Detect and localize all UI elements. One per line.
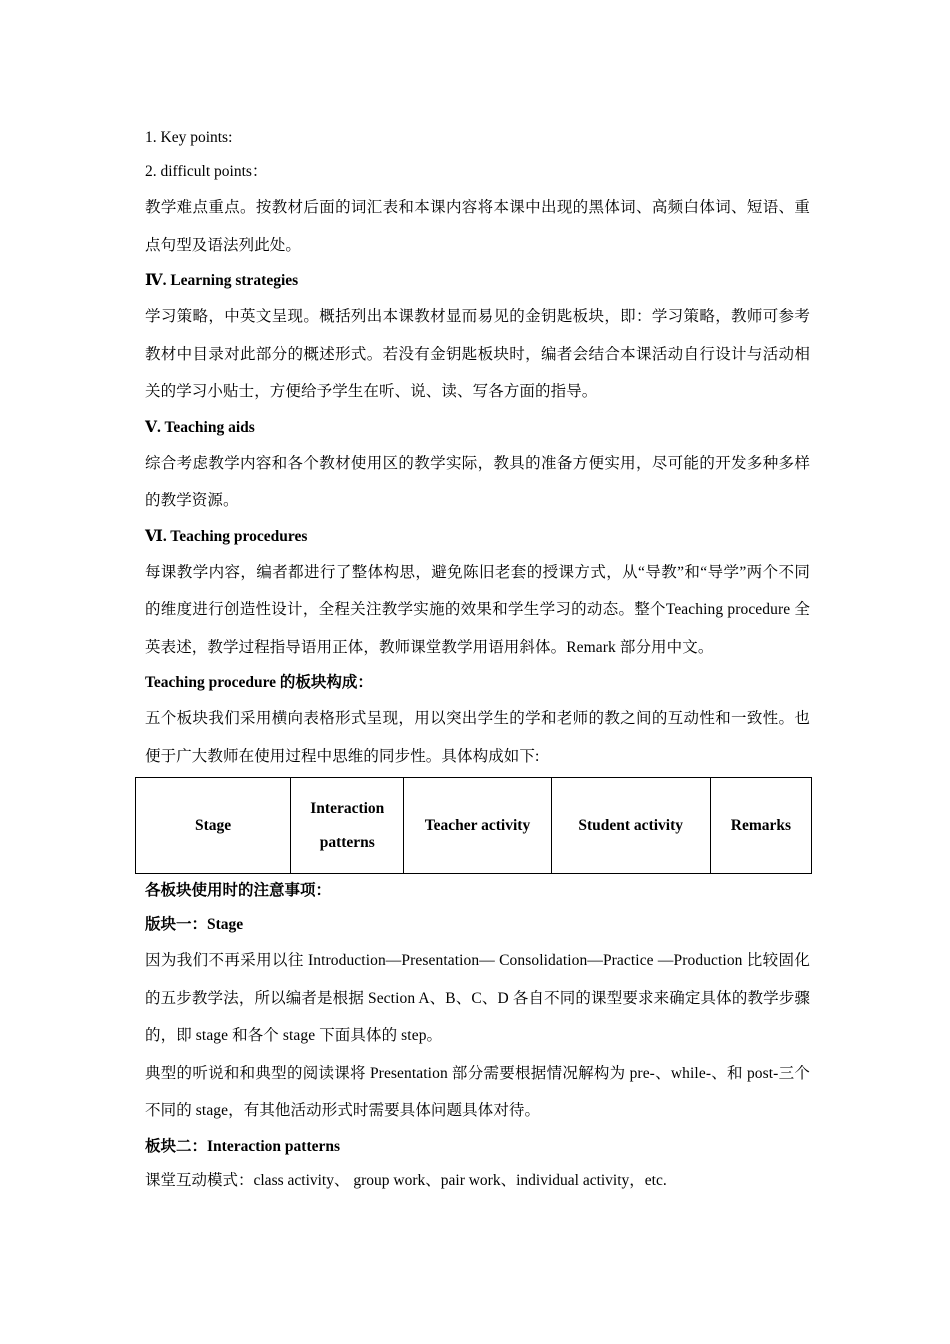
- notes-heading: 各板块使用时的注意事项：: [145, 882, 332, 899]
- procedure-structure-heading: Teaching procedure 的板块构成：: [145, 674, 373, 691]
- table-header-cell: Remarks: [710, 778, 811, 874]
- table-header-cell: Stage: [136, 778, 291, 874]
- table-header-cell: Teacher activity: [404, 778, 551, 874]
- block1-heading: 版块一：Stage: [145, 916, 244, 933]
- teaching-procedures-description: 每课教学内容，编者都进行了整体构思，避免陈旧老套的授课方式，从“导教”和“导学”两个不同的维度进行创造性设计，全程关注教学实施的效果和学生学习的动态。整个Teaching procedure 全英表述，教学过程指导语用正体，教师课堂教学用语用斜体。Remark 部分用中文。: [145, 563, 810, 656]
- table-header-cell: Interaction patterns: [291, 778, 404, 874]
- learning-strategies-description: 学习策略，中英文呈现。概括列出本课教材显而易见的金钥匙板块，即：学习策略，教师可参考教材中目录对此部分的概述形式。若没有金钥匙板块时，编者会结合本课活动自行设计与活动相关的学习小贴士，方便给予学生在听、说、读、写各方面的指导。: [145, 308, 810, 400]
- document-page: [145, 121, 810, 1198]
- teaching-aids-heading: Ⅴ. Teaching aids: [145, 418, 255, 436]
- difficult-points-line: 2. difficult points：: [145, 163, 268, 180]
- table-header-row: [136, 778, 812, 874]
- key-points-line: 1. Key points:: [145, 129, 233, 146]
- block2-description: 课堂互动模式：class activity、 group work、pair work、individual activity，etc.: [145, 1171, 667, 1189]
- teaching-procedures-heading: Ⅵ. Teaching procedures: [145, 527, 308, 545]
- block1-description: 因为我们不再采用以往 Introduction—Presentation— Consolidation—Practice —Production 比较固化的五步教学法，所以编者是根据 Section A、B、C、D 各自不同的课型要求来确定具体的教学步骤的，即 stage 和各个 stage 下面具体的 step。: [145, 952, 810, 1044]
- block2-heading: 板块二：Interaction patterns: [145, 1137, 341, 1155]
- teaching-aids-description: 综合考虑教学内容和各个教材使用区的教学实际，教具的准备方便实用，尽可能的开发多种多样的教学资源。: [145, 454, 810, 509]
- learning-strategies-heading: Ⅳ. Learning strategies: [145, 272, 299, 289]
- difficult-points-description: 教学难点重点。按教材后面的词汇表和本课内容将本课中出现的黑体词、高频白体词、短语、重点句型及语法列此处。: [145, 199, 810, 254]
- table-header-cell: Student activity: [551, 778, 710, 874]
- procedure-structure-description: 五个板块我们采用横向表格形式呈现，用以突出学生的学和老师的教之间的互动性和一致性。也便于广大教师在使用过程中思维的同步性。具体构成如下:: [145, 710, 810, 765]
- block1-description-2: 典型的听说和和典型的阅读课将 Presentation 部分需要根据情况解构为 pre-、while-、和 post-三个不同的 stage，有其他活动形式时需要具体问题具体对待。: [145, 1064, 810, 1119]
- procedure-table: [135, 777, 812, 874]
